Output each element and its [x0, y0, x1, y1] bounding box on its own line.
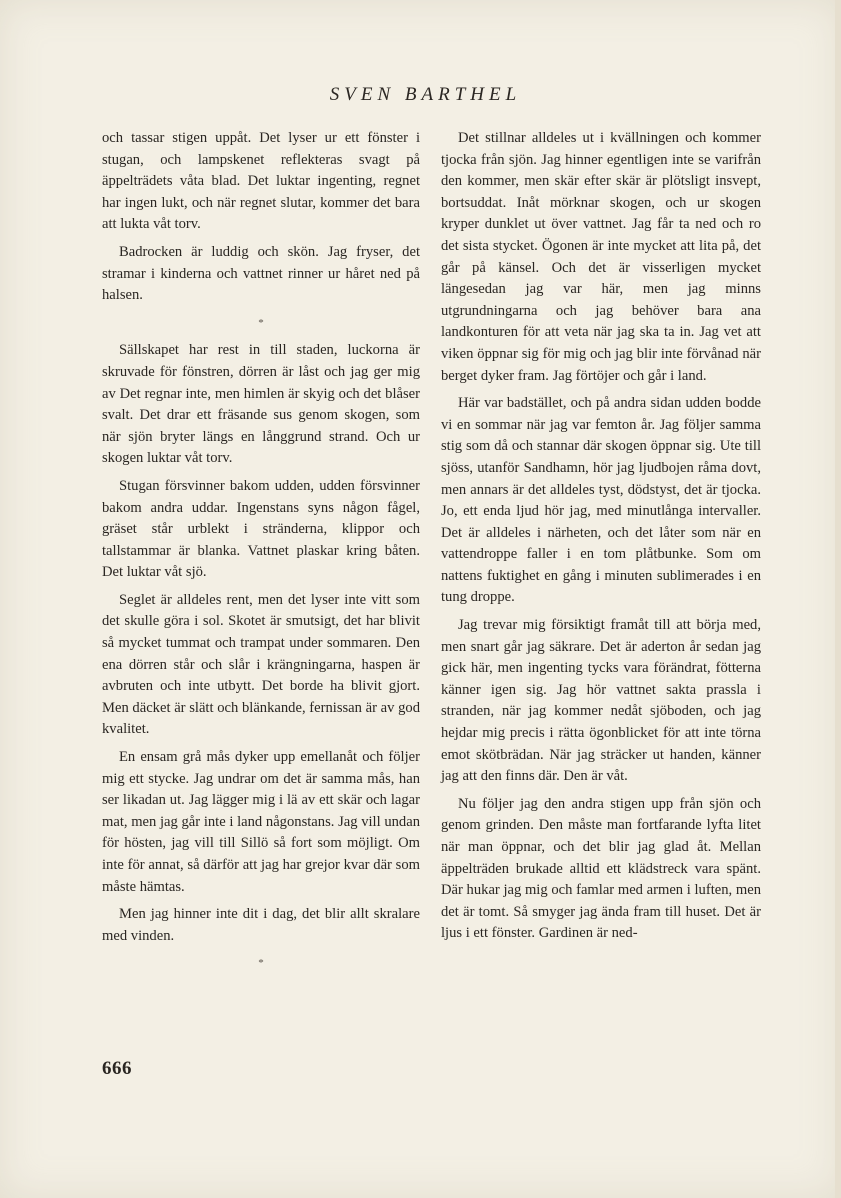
- paragraph: Här var badstället, och på andra sidan udden bodde vi en sommar när jag var femton år. Jag följer samma stig som då och stannar där skogen öppnar sig. Ute till sjöss, utanför Sandhamn, hör jag ljudbojen råma dovt, men annars är det alldeles tyst, dödstyst, det är tjocka. Jo, ett enda ljud hör jag, med minutlånga intervaller. Det är alldeles i närheten, och det låter som när en vattendroppe faller i en tom plåtbunke. Som om nattens fuktighet en gång i minuten sublimerades i en tung droppe.: [441, 395, 761, 606]
- section-separator: *: [258, 957, 264, 970]
- paragraph: och tassar stigen uppåt. Det lyser ur ett fönster i stugan, och lampskenet reflekteras svagt på äppelträdets våta blad. Det luktar ingenting, regnet har ingen lukt, och när regnet slutar, kommer det bara att lukta våt torv.: [102, 130, 420, 233]
- paragraph: Nu följer jag den andra stigen upp från sjön och genom grinden. Den måste man fortfarande lyfta litet när man öppnar, och det blir jag glad åt. Mellan äppelträden brukade alltid ett klädstreck vara spänt. Där hukar jag mig och famlar med armen i luften, men det är tomt. Så smyger jag ända fram till huset. Det är ljus i ett fönster. Gardinen är ned-: [441, 795, 761, 942]
- running-header: SVEN BARTHEL: [329, 84, 522, 105]
- paragraph: Jag trevar mig försiktigt framåt till att börja med, men snart går jag säkrare. Det är aderton år sedan jag gick här, men ingenting tycks vara förändrat, fötterna känner igen sig. Jag hör vattnet sakta prassla i stranden, när jag kommer nedåt sjöboden, och jag hejdar mig precis i rätta ögonblicket för att inte törna emot skötbrädan. När jag sträcker ut handen, känner jag att den finns där. Den är våt.: [441, 617, 761, 785]
- paragraph: Seglet är alldeles rent, men det lyser inte vitt som det skulle göra i sol. Skotet är smutsigt, det har blivit så mycket tummat och trampat under sommaren. Den ena dörren står och slår i krängningarna, haspen är avbruten och inte utbytt. Det borde ha blivit gjort. Men däcket är slätt och blänkande, fernissan är av god kvalitet.: [102, 591, 420, 738]
- paragraph: Men jag hinner inte dit i dag, det blir allt skralare med vinden.: [102, 906, 420, 944]
- section-separator: *: [258, 316, 264, 329]
- paragraph: Sällskapet har rest in till staden, luckorna är skruvade för fönstren, dörren är låst och jag ger mig av Det regnar inte, men himlen är skyig och det blåser svalt. Det drar ett fräsande sus genom skogen, som när sjön bryter längs en långgrund strand. Och ur skogen luktar våt torv.: [102, 342, 420, 467]
- left-column: [102, 128, 420, 975]
- page-edge: [835, 0, 841, 1198]
- page-number: 666: [102, 1058, 132, 1079]
- paragraph: Det stillnar alldeles ut i kvällningen och kommer tjocka från sjön. Jag hinner egentligen inte se varifrån den kommer, men skär efter skär är plötsligt insvept, bortsuddat. Inåt mörknar skogen, och ur skogen kryper dunklet ut över vattnet. Jag får ta ned och ro det sista stycket. Ögonen är inte mycket att lita på, det går på känsel. Och det är visserligen mycket längesedan jag var här, men jag minns utgrundningarna och jag behöver bara ana landkonturen för att veta när jag ska ta in. Jag vet att viken öppnar sig för mig och jag blir inte förvånad när berget dyker fram. Jag förtöjer och går i land.: [441, 130, 761, 384]
- paragraph: Badrocken är luddig och skön. Jag fryser, det stramar i kinderna och vattnet rinner ur håret ned på halsen.: [102, 243, 420, 304]
- right-column: [441, 128, 761, 945]
- paragraph: En ensam grå mås dyker upp emellanåt och följer mig ett stycke. Jag undrar om det är samma mås, han ser likadan ut. Jag lägger mig i lä av ett skär och lagar mat, men jag går inte i land någonstans. Jag vill undan för hösten, jag vill till Sillö så fort som möjligt. Om inte för annat, så därför att jag har grejor kvar där som måste hämtas.: [102, 749, 420, 895]
- paragraph: Stugan försvinner bakom udden, udden försvinner bakom andra uddar. Ingenstans syns någon fågel, gräset står urblekt i stränderna, klippor och tallstammar är blanka. Vattnet plaskar kring båten. Det luktar våt sjö.: [102, 477, 420, 581]
